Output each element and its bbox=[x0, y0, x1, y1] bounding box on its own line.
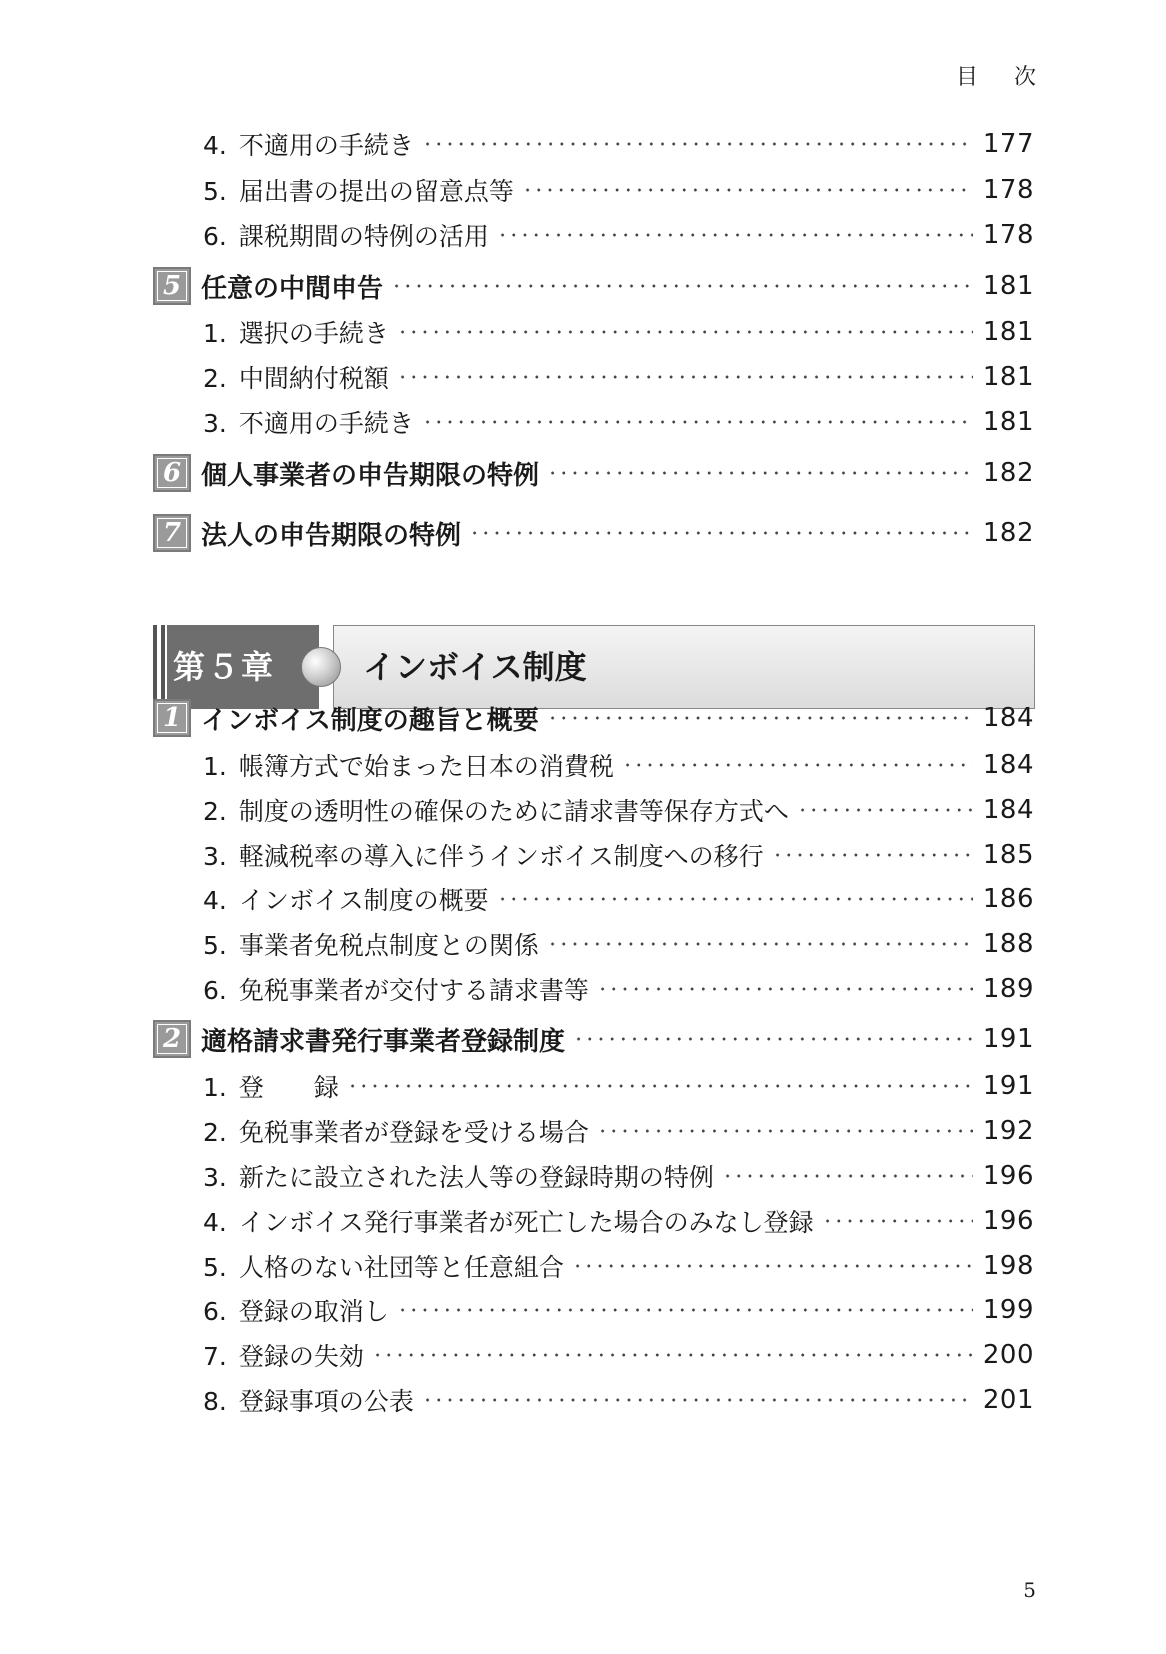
dot-leader bbox=[422, 132, 973, 156]
toc-page-number: 181 bbox=[982, 407, 1034, 437]
toc-page-number: 192 bbox=[982, 1116, 1034, 1146]
toc-entry-label bbox=[203, 1248, 564, 1284]
dot-leader bbox=[397, 365, 973, 389]
toc-subsection-row bbox=[0, 1199, 1166, 1243]
toc-page-number: 181 bbox=[982, 317, 1034, 347]
toc-subsection-row bbox=[0, 168, 1166, 212]
section-number: 6 bbox=[157, 458, 187, 488]
toc-entry-label bbox=[203, 404, 414, 440]
toc-subsection-row bbox=[0, 310, 1166, 354]
dot-leader bbox=[397, 320, 973, 344]
toc-entry-label bbox=[203, 837, 764, 873]
subsection-number: 2. bbox=[203, 1118, 227, 1147]
toc-subsection-row bbox=[0, 1109, 1166, 1153]
toc-entry-title: 任意の中間申告 bbox=[201, 273, 384, 304]
toc-entry-label bbox=[203, 1113, 589, 1149]
toc-entry-title: 免税事業者が登録を受ける場合 bbox=[238, 1118, 589, 1147]
toc-subsection-row bbox=[0, 922, 1166, 966]
toc-entry-label bbox=[153, 267, 383, 305]
dot-leader bbox=[597, 977, 973, 1001]
toc-entry-label bbox=[203, 1337, 364, 1373]
toc-entry-label bbox=[203, 792, 789, 828]
toc-subsection-row bbox=[0, 122, 1166, 166]
toc-entry-title: 課税期間の特例の活用 bbox=[238, 222, 489, 251]
subsection-number: 6. bbox=[203, 1297, 227, 1326]
toc-page-number: 188 bbox=[982, 929, 1034, 959]
toc-entry-label bbox=[203, 1068, 339, 1104]
toc-entry-title: 登録の失効 bbox=[238, 1342, 364, 1371]
dot-leader bbox=[822, 1209, 973, 1233]
dot-leader bbox=[622, 753, 973, 777]
dot-leader bbox=[797, 798, 973, 822]
toc-entry-label bbox=[203, 217, 489, 253]
chapter-label: 第５章 bbox=[173, 648, 276, 686]
toc-entry-label bbox=[203, 971, 589, 1007]
toc-section-row bbox=[0, 451, 1166, 495]
toc-subsection-row bbox=[0, 877, 1166, 921]
section-number-badge bbox=[153, 1020, 191, 1058]
toc-entry-title: 中間納付税額 bbox=[238, 364, 389, 393]
toc-entry-label bbox=[153, 699, 539, 737]
toc-section-row bbox=[0, 1017, 1166, 1061]
chapter-orb-icon bbox=[301, 647, 341, 687]
toc-entry-title: 免税事業者が交付する請求書等 bbox=[238, 976, 589, 1005]
subsection-number: 8. bbox=[203, 1387, 227, 1416]
toc-entry-title: 届出書の提出の留意点等 bbox=[238, 177, 514, 206]
toc-entry-label bbox=[203, 359, 389, 395]
toc-entry-label bbox=[153, 514, 461, 552]
dot-leader bbox=[347, 1074, 973, 1098]
toc-entry-label bbox=[153, 1020, 565, 1058]
toc-page-number: 201 bbox=[982, 1385, 1034, 1415]
subsection-number: 5. bbox=[203, 931, 227, 960]
toc-subsection-row bbox=[0, 213, 1166, 257]
toc-entry-title: 事業者免税点制度との関係 bbox=[238, 931, 539, 960]
section-number-badge bbox=[153, 454, 191, 492]
toc-subsection-row bbox=[0, 1064, 1166, 1108]
toc-section-row bbox=[0, 264, 1166, 308]
subsection-number: 6. bbox=[203, 222, 227, 251]
toc-entry-title: 新たに設立された法人等の登録時期の特例 bbox=[238, 1163, 714, 1192]
dot-leader bbox=[547, 932, 973, 956]
toc-page-number: 184 bbox=[982, 703, 1034, 733]
subsection-number: 2. bbox=[203, 797, 227, 826]
dot-leader bbox=[397, 1298, 973, 1322]
toc-page-number: 191 bbox=[982, 1024, 1034, 1054]
toc-page-number: 178 bbox=[982, 175, 1034, 205]
toc-page-number: 177 bbox=[982, 129, 1034, 159]
toc-subsection-row bbox=[0, 1378, 1166, 1422]
toc-entry-label bbox=[203, 1382, 414, 1418]
toc-entry-title: インボイス制度の概要 bbox=[238, 886, 489, 915]
toc-page-number: 181 bbox=[982, 271, 1034, 301]
section-number: 2 bbox=[157, 1024, 187, 1054]
dot-leader bbox=[422, 410, 973, 434]
toc-subsection-row bbox=[0, 1288, 1166, 1332]
toc-entry-label bbox=[203, 314, 389, 350]
toc-subsection-row bbox=[0, 788, 1166, 832]
section-number-badge bbox=[153, 267, 191, 305]
subsection-number: 4. bbox=[203, 886, 227, 915]
toc-subsection-row bbox=[0, 833, 1166, 877]
toc-page-number: 200 bbox=[982, 1340, 1034, 1370]
dot-leader bbox=[522, 178, 973, 202]
dot-leader bbox=[469, 521, 973, 545]
toc-entry-title: 登録の取消し bbox=[238, 1297, 389, 1326]
toc-entry-label bbox=[203, 1158, 714, 1194]
dot-leader bbox=[547, 706, 973, 730]
chapter-title: インボイス制度 bbox=[363, 648, 587, 686]
toc-subsection-row bbox=[0, 400, 1166, 444]
toc-page-number: 189 bbox=[982, 974, 1034, 1004]
dot-leader bbox=[422, 1388, 973, 1412]
toc-subsection-row bbox=[0, 967, 1166, 1011]
subsection-number: 3. bbox=[203, 1163, 227, 1192]
dot-leader bbox=[497, 887, 973, 911]
subsection-number: 3. bbox=[203, 842, 227, 871]
toc-entry-label bbox=[203, 881, 489, 917]
subsection-number: 4. bbox=[203, 131, 227, 160]
section-number-badge bbox=[153, 514, 191, 552]
toc-page-number: 198 bbox=[982, 1251, 1034, 1281]
toc-entry-title: 制度の透明性の確保のために請求書等保存方式へ bbox=[238, 797, 789, 826]
toc-page-number: 178 bbox=[982, 220, 1034, 250]
toc-section-row bbox=[0, 696, 1166, 740]
toc-entry-label bbox=[203, 1292, 389, 1328]
running-head-char-1: 目 bbox=[955, 65, 978, 90]
toc-entry-title: インボイス制度の趣旨と概要 bbox=[201, 705, 539, 736]
toc-page-number: 182 bbox=[982, 458, 1034, 488]
toc-subsection-row bbox=[0, 1244, 1166, 1288]
toc-page-number: 181 bbox=[982, 362, 1034, 392]
dot-leader bbox=[547, 461, 973, 485]
subsection-number: 7. bbox=[203, 1342, 227, 1371]
running-head bbox=[956, 60, 1036, 91]
toc-entry-title: インボイス発行事業者が死亡した場合のみなし登録 bbox=[238, 1208, 814, 1237]
toc-entry-title: 選択の手続き bbox=[238, 319, 389, 348]
subsection-number: 1. bbox=[203, 1073, 227, 1102]
subsection-number: 2. bbox=[203, 364, 227, 393]
toc-page-number: 191 bbox=[982, 1071, 1034, 1101]
toc-page-number: 184 bbox=[982, 795, 1034, 825]
dot-leader bbox=[597, 1119, 973, 1143]
dot-leader bbox=[722, 1164, 973, 1188]
toc-subsection-row bbox=[0, 1154, 1166, 1198]
toc-page-number: 185 bbox=[982, 840, 1034, 870]
toc-entry-title: 登 録 bbox=[238, 1073, 339, 1102]
subsection-number: 1. bbox=[203, 319, 227, 348]
toc-entry-label bbox=[203, 747, 614, 783]
toc-entry-title: 人格のない社団等と任意組合 bbox=[238, 1253, 564, 1282]
toc-subsection-row bbox=[0, 355, 1166, 399]
dot-leader bbox=[772, 843, 973, 867]
subsection-number: 3. bbox=[203, 409, 227, 438]
toc-entry-title: 帳簿方式で始まった日本の消費税 bbox=[238, 752, 614, 781]
toc-entry-title: 法人の申告期限の特例 bbox=[201, 520, 462, 551]
subsection-number: 4. bbox=[203, 1208, 227, 1237]
toc-entry-title: 不適用の手続き bbox=[238, 409, 414, 438]
toc-page-number: 182 bbox=[982, 518, 1034, 548]
dot-leader bbox=[372, 1343, 973, 1367]
subsection-number: 1. bbox=[203, 752, 227, 781]
toc-entry-label bbox=[203, 172, 514, 208]
toc-entry-title: 不適用の手続き bbox=[238, 131, 414, 160]
section-number: 5 bbox=[157, 271, 187, 301]
page-number: 5 bbox=[1023, 1578, 1036, 1602]
section-number: 1 bbox=[157, 703, 187, 733]
toc-entry-title: 軽減税率の導入に伴うインボイス制度への移行 bbox=[238, 842, 764, 871]
toc-entry-title: 適格請求書発行事業者登録制度 bbox=[201, 1026, 566, 1057]
toc-page-number: 184 bbox=[982, 750, 1034, 780]
subsection-number: 5. bbox=[203, 177, 227, 206]
toc-entry-label bbox=[153, 454, 539, 492]
toc-page-number: 196 bbox=[982, 1161, 1034, 1191]
toc-page-number: 186 bbox=[982, 884, 1034, 914]
toc-entry-label bbox=[203, 926, 539, 962]
toc-entry-title: 個人事業者の申告期限の特例 bbox=[201, 460, 540, 491]
section-number: 7 bbox=[157, 518, 187, 548]
dot-leader bbox=[573, 1027, 973, 1051]
toc-page-number: 196 bbox=[982, 1206, 1034, 1236]
running-head-char-2: 次 bbox=[1013, 65, 1036, 90]
subsection-number: 5. bbox=[203, 1253, 227, 1282]
subsection-number: 6. bbox=[203, 976, 227, 1005]
section-number-badge bbox=[153, 699, 191, 737]
toc-section-row bbox=[0, 511, 1166, 555]
toc-subsection-row bbox=[0, 743, 1166, 787]
toc-entry-label bbox=[203, 1203, 814, 1239]
toc-page-number: 199 bbox=[982, 1295, 1034, 1325]
dot-leader bbox=[391, 274, 973, 298]
dot-leader bbox=[497, 223, 973, 247]
toc-entry-label bbox=[203, 126, 414, 162]
toc-subsection-row bbox=[0, 1333, 1166, 1377]
toc-entry-title: 登録事項の公表 bbox=[238, 1387, 414, 1416]
dot-leader bbox=[572, 1254, 973, 1278]
